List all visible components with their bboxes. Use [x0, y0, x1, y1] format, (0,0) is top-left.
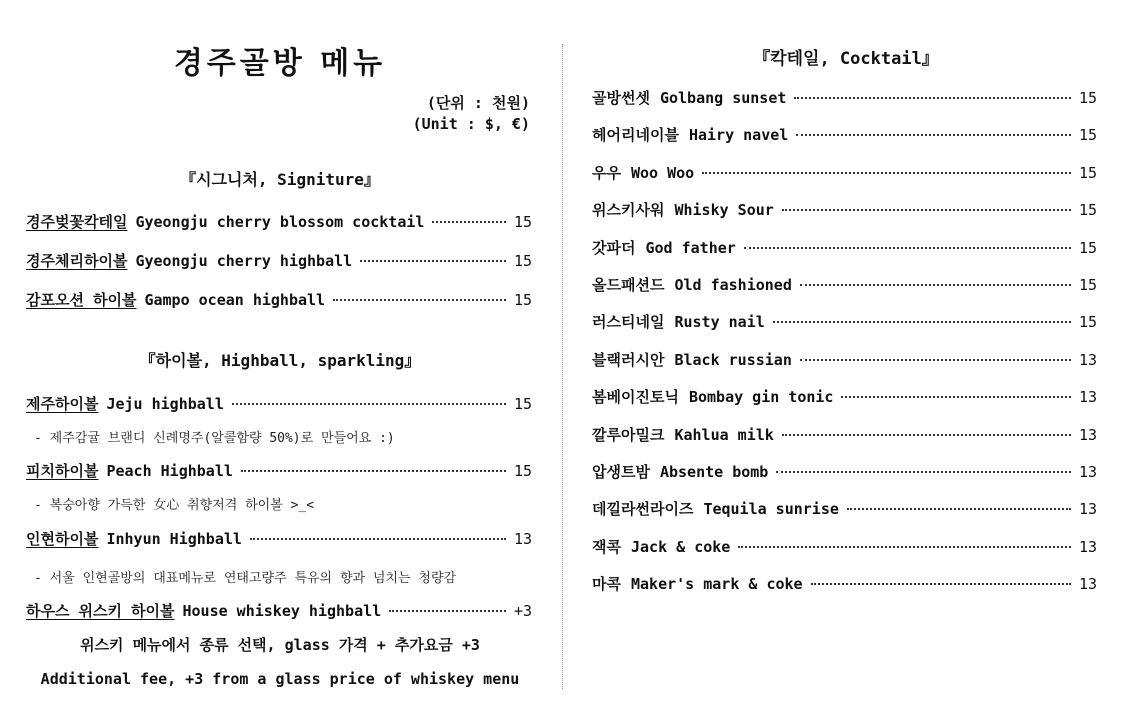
item-name-ko: 위스키사워 — [592, 201, 665, 220]
item-name-en: Bombay gin tonic — [688, 388, 834, 407]
dot-leader — [847, 508, 1071, 510]
item-note: - 서울 인현골방의 대표메뉴로 연태고량주 특유의 향과 넘치는 청량감 — [34, 571, 457, 586]
menu-item — [26, 393, 532, 414]
item-name-en: Hairy navel — [688, 126, 789, 145]
menu-item — [26, 528, 532, 549]
cocktail-item — [592, 461, 1097, 482]
dot-leader — [776, 471, 1071, 473]
item-name-en: Tequila sunrise — [703, 500, 839, 519]
item-name-en: Golbang sunset — [659, 89, 787, 107]
highball-heading: 『하이볼, Highball, sparkling』 — [139, 351, 421, 370]
item-name-ko: 제주하이볼 — [26, 395, 99, 413]
dot-leader — [782, 434, 1071, 436]
item-price: 13 — [1078, 575, 1097, 594]
whiskey-note-ko: 위스키 메뉴에서 종류 선택, glass 가격 + 추가요금 +3 — [80, 636, 480, 654]
item-name-en: Inhyun Highball — [106, 530, 242, 548]
item-name-en: Old fashioned — [674, 276, 792, 294]
dot-leader — [773, 321, 1071, 323]
unit-korean: (단위 : 천원) — [426, 94, 530, 112]
dot-leader — [811, 583, 1071, 585]
item-name-ko: 잭콕 — [592, 537, 621, 556]
cocktail-item — [592, 573, 1097, 594]
item-name-en: Absente bomb — [659, 463, 769, 481]
dot-leader — [738, 546, 1071, 548]
item-price: 13 — [1078, 388, 1097, 407]
cocktail-item — [592, 162, 1097, 183]
item-name-ko: 골방썬셋 — [592, 89, 650, 107]
item-price: 13 — [1078, 463, 1097, 481]
item-price: 15 — [1078, 163, 1097, 182]
dot-leader — [241, 470, 506, 472]
dot-leader — [744, 247, 1071, 249]
left-column — [0, 0, 560, 718]
cocktail-item — [592, 274, 1097, 295]
dot-leader — [250, 538, 506, 540]
cocktail-item — [592, 237, 1097, 258]
cocktail-item — [592, 311, 1097, 332]
item-name-ko: 우우 — [592, 163, 621, 182]
item-name-en: God father — [645, 238, 736, 257]
whiskey-note-en: Additional fee, +3 from a glass price of whiskey menu — [40, 670, 520, 688]
item-name-en: Jeju highball — [106, 395, 224, 413]
dot-leader — [232, 403, 506, 405]
item-name-en: Peach Highball — [106, 462, 233, 480]
menu-title: 경주골방 메뉴 — [173, 46, 387, 81]
item-name-en: Maker's mark & coke — [630, 575, 803, 594]
item-name-ko: 마콕 — [592, 575, 621, 594]
item-price: +3 — [513, 602, 532, 620]
dot-leader — [800, 284, 1071, 286]
dot-leader — [782, 209, 1071, 211]
menu-item — [26, 600, 532, 621]
item-price: 15 — [513, 291, 532, 309]
menu-item — [26, 460, 532, 481]
item-price: 15 — [513, 462, 532, 480]
signature-heading: 『시그니처, Signiture』 — [180, 170, 380, 189]
item-name-ko: 러스티네일 — [592, 313, 665, 332]
menu-item — [26, 289, 532, 310]
item-name-en: Kahlua milk — [674, 425, 774, 444]
item-price: 15 — [1078, 126, 1097, 145]
item-name-en: Gampo ocean highball — [144, 291, 326, 309]
item-price: 13 — [1078, 537, 1097, 556]
item-price: 15 — [513, 252, 532, 270]
cocktail-item — [592, 386, 1097, 407]
item-price: 13 — [513, 530, 532, 548]
dot-leader — [360, 260, 506, 262]
item-price: 15 — [513, 395, 532, 413]
menu-item — [26, 250, 532, 271]
dot-leader — [796, 134, 1071, 136]
item-name-ko: 피치하이볼 — [26, 462, 99, 480]
item-price: 15 — [1078, 89, 1097, 107]
menu-item — [26, 211, 532, 232]
item-name-en: Black russian — [674, 350, 792, 369]
item-name-ko: 블랙러시안 — [592, 350, 665, 369]
item-note: - 제주감귤 브랜디 신례명주(알콜함량 50%)로 만들어요 :) — [34, 431, 395, 446]
item-name-ko: 압생트밤 — [592, 463, 650, 481]
item-name-en: Gyeongju cherry highball — [135, 252, 353, 270]
cocktail-item — [592, 199, 1097, 220]
item-name-ko: 경주벚꽃칵테일 — [26, 213, 128, 231]
item-name-en: Whisky Sour — [674, 201, 774, 220]
item-name-ko: 데낄라썬라이즈 — [592, 500, 694, 519]
item-price: 15 — [1078, 313, 1097, 332]
dot-leader — [794, 97, 1071, 99]
item-name-ko: 경주체리하이볼 — [26, 252, 128, 270]
item-price: 15 — [1078, 201, 1097, 220]
dot-leader — [333, 299, 506, 301]
item-name-en: Gyeongju cherry blossom cocktail — [135, 213, 425, 231]
right-column — [570, 0, 1122, 718]
item-name-ko: 깔루아밀크 — [592, 425, 665, 444]
cocktail-item — [592, 498, 1097, 519]
cocktail-item — [592, 536, 1097, 557]
item-name-en: House whiskey highball — [182, 602, 382, 620]
dot-leader — [432, 221, 506, 223]
cocktail-heading: 『칵테일, Cocktail』 — [753, 49, 939, 69]
item-name-ko: 올드패션드 — [592, 276, 665, 294]
item-name-ko: 하우스 위스키 하이볼 — [26, 602, 175, 620]
item-name-ko: 감포오션 하이볼 — [26, 291, 137, 309]
item-price: 15 — [513, 213, 532, 231]
dot-leader — [841, 396, 1070, 398]
cocktail-item — [592, 349, 1097, 370]
unit-english: (Unit : $, €) — [412, 115, 530, 133]
dot-leader — [800, 359, 1071, 361]
item-name-ko: 봄베이진토닉 — [592, 388, 679, 407]
item-name-ko: 갓파더 — [592, 238, 636, 257]
item-name-ko: 인현하이볼 — [26, 530, 99, 548]
dot-leader — [389, 610, 506, 612]
cocktail-item — [592, 124, 1097, 145]
item-price: 13 — [1078, 350, 1097, 369]
item-note: - 복숭아향 가득한 女心 취향저격 하이볼 >_< — [34, 498, 315, 513]
item-name-ko: 헤어리네이블 — [592, 126, 679, 145]
item-name-en: Rusty nail — [674, 313, 765, 332]
cocktail-item — [592, 424, 1097, 445]
item-price: 13 — [1078, 500, 1097, 519]
item-name-en: Woo Woo — [630, 163, 695, 182]
column-divider — [562, 44, 563, 689]
cocktail-item — [592, 87, 1097, 108]
item-price: 15 — [1078, 276, 1097, 294]
item-name-en: Jack & coke — [630, 537, 731, 556]
dot-leader — [702, 172, 1071, 174]
item-price: 15 — [1078, 238, 1097, 257]
item-price: 13 — [1078, 425, 1097, 444]
